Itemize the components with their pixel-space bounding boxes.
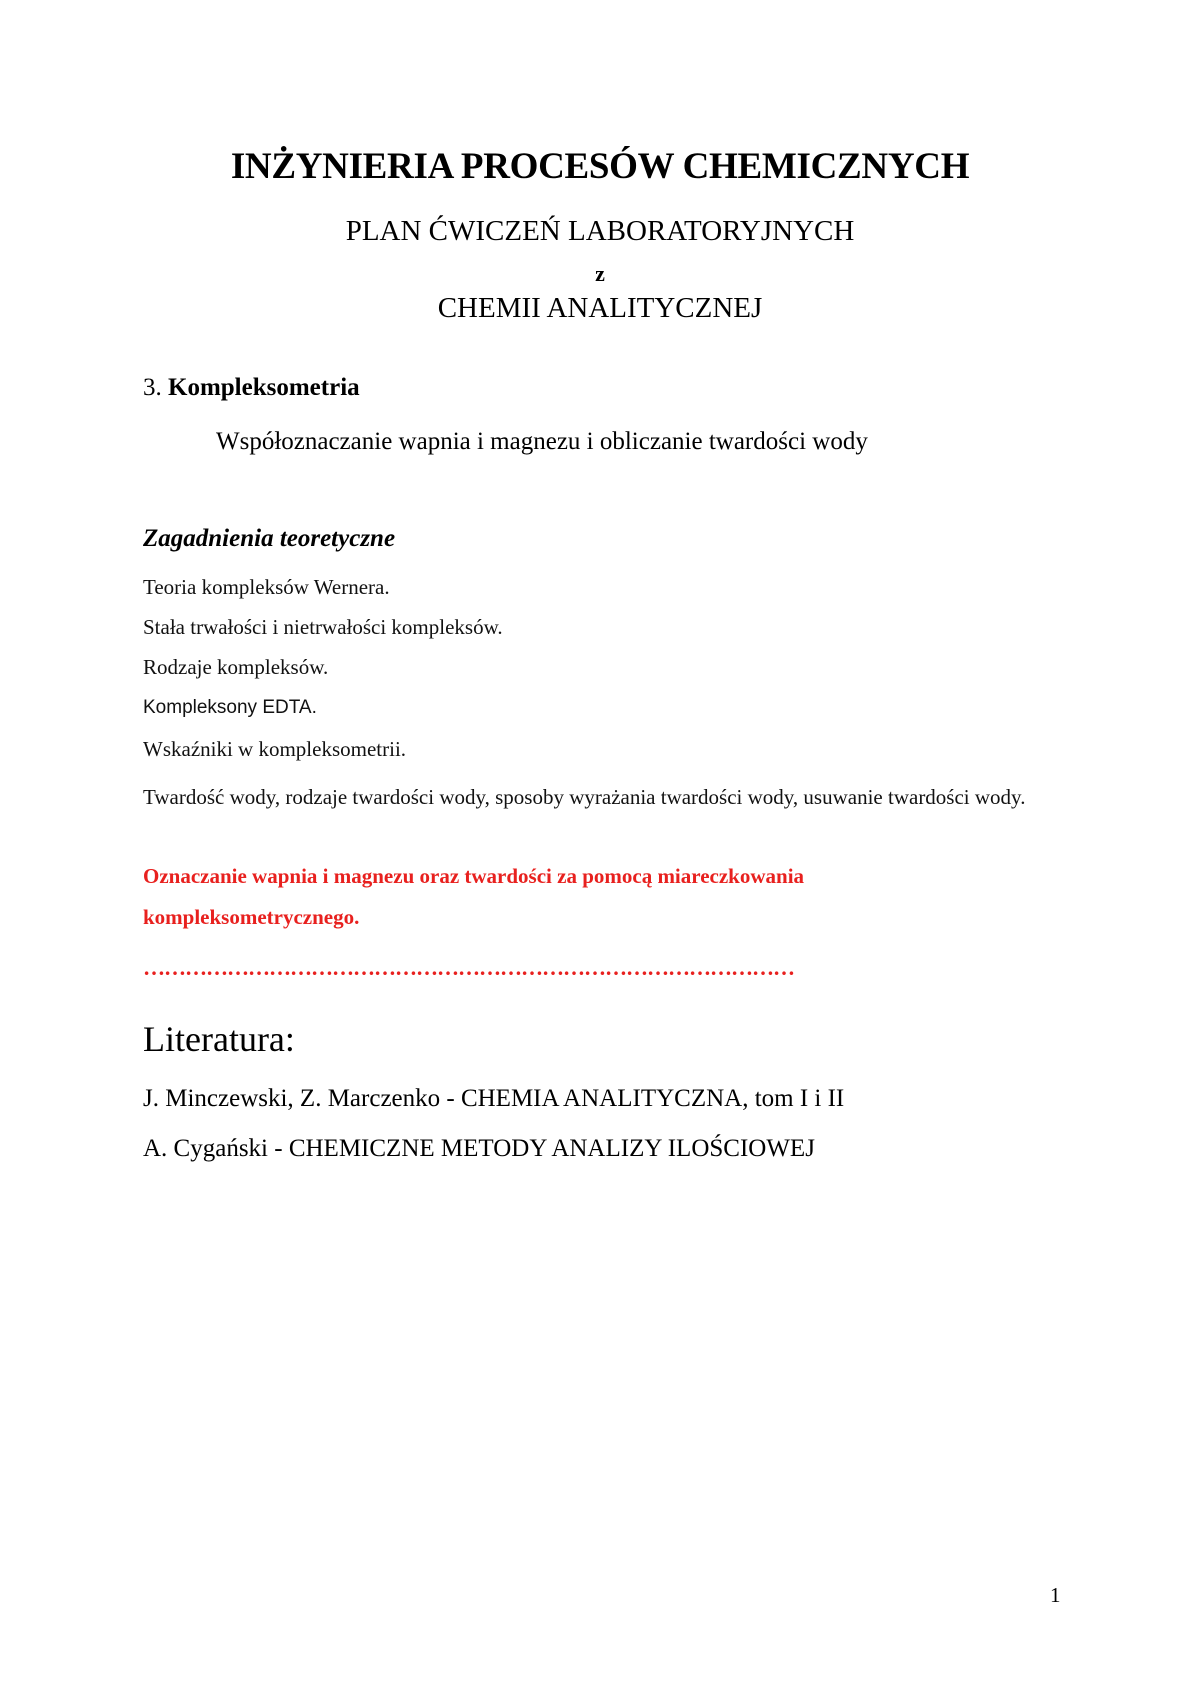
highlight-line: kompleksometrycznego. <box>143 905 360 929</box>
plan-heading: PLAN ĆWICZEŃ LABORATORYJNYCH <box>345 215 855 247</box>
literature-reference: J. Minczewski, Z. Marczenko - CHEMIA ANALITYCZNA, tom I i II <box>143 1085 845 1112</box>
subject-heading: CHEMII ANALITYCZNEJ <box>437 292 763 324</box>
theory-item: Stała trwałości i nietrwałości kompleksów. <box>143 615 503 639</box>
section-heading <box>143 372 360 404</box>
section-subtitle: Współoznaczanie wapnia i magnezu i obliczanie twardości wody <box>216 428 868 455</box>
theory-item: Rodzaje kompleksów. <box>143 655 329 679</box>
connector-text: z <box>595 261 605 286</box>
dotted-separator: ………………………………………………………………………………… <box>143 955 794 980</box>
theory-item: Kompleksony EDTA. <box>143 697 317 718</box>
literature-heading: Literatura: <box>143 1019 295 1059</box>
section-number: 3. <box>143 374 162 401</box>
theory-item: Wskaźniki w kompleksometrii. <box>143 737 407 761</box>
section-name: Kompleksometria <box>168 374 360 401</box>
theory-item: Twardość wody, rodzaje twardości wody, sposoby wyrażania twardości wody, usuwanie twardości wody. <box>143 785 1026 809</box>
page-number: 1 <box>1050 1583 1061 1607</box>
literature-reference: A. Cygański - CHEMICZNE METODY ANALIZY ILOŚCIOWEJ <box>143 1135 815 1162</box>
highlight-line: Oznaczanie wapnia i magnezu oraz twardości za pomocą miareczkowania <box>143 864 805 888</box>
document-title: INŻYNIERIA PROCESÓW CHEMICZNYCH <box>230 146 970 187</box>
theory-item: Teoria kompleksów Wernera. <box>143 575 390 599</box>
theory-heading: Zagadnienia teoretyczne <box>143 525 396 552</box>
